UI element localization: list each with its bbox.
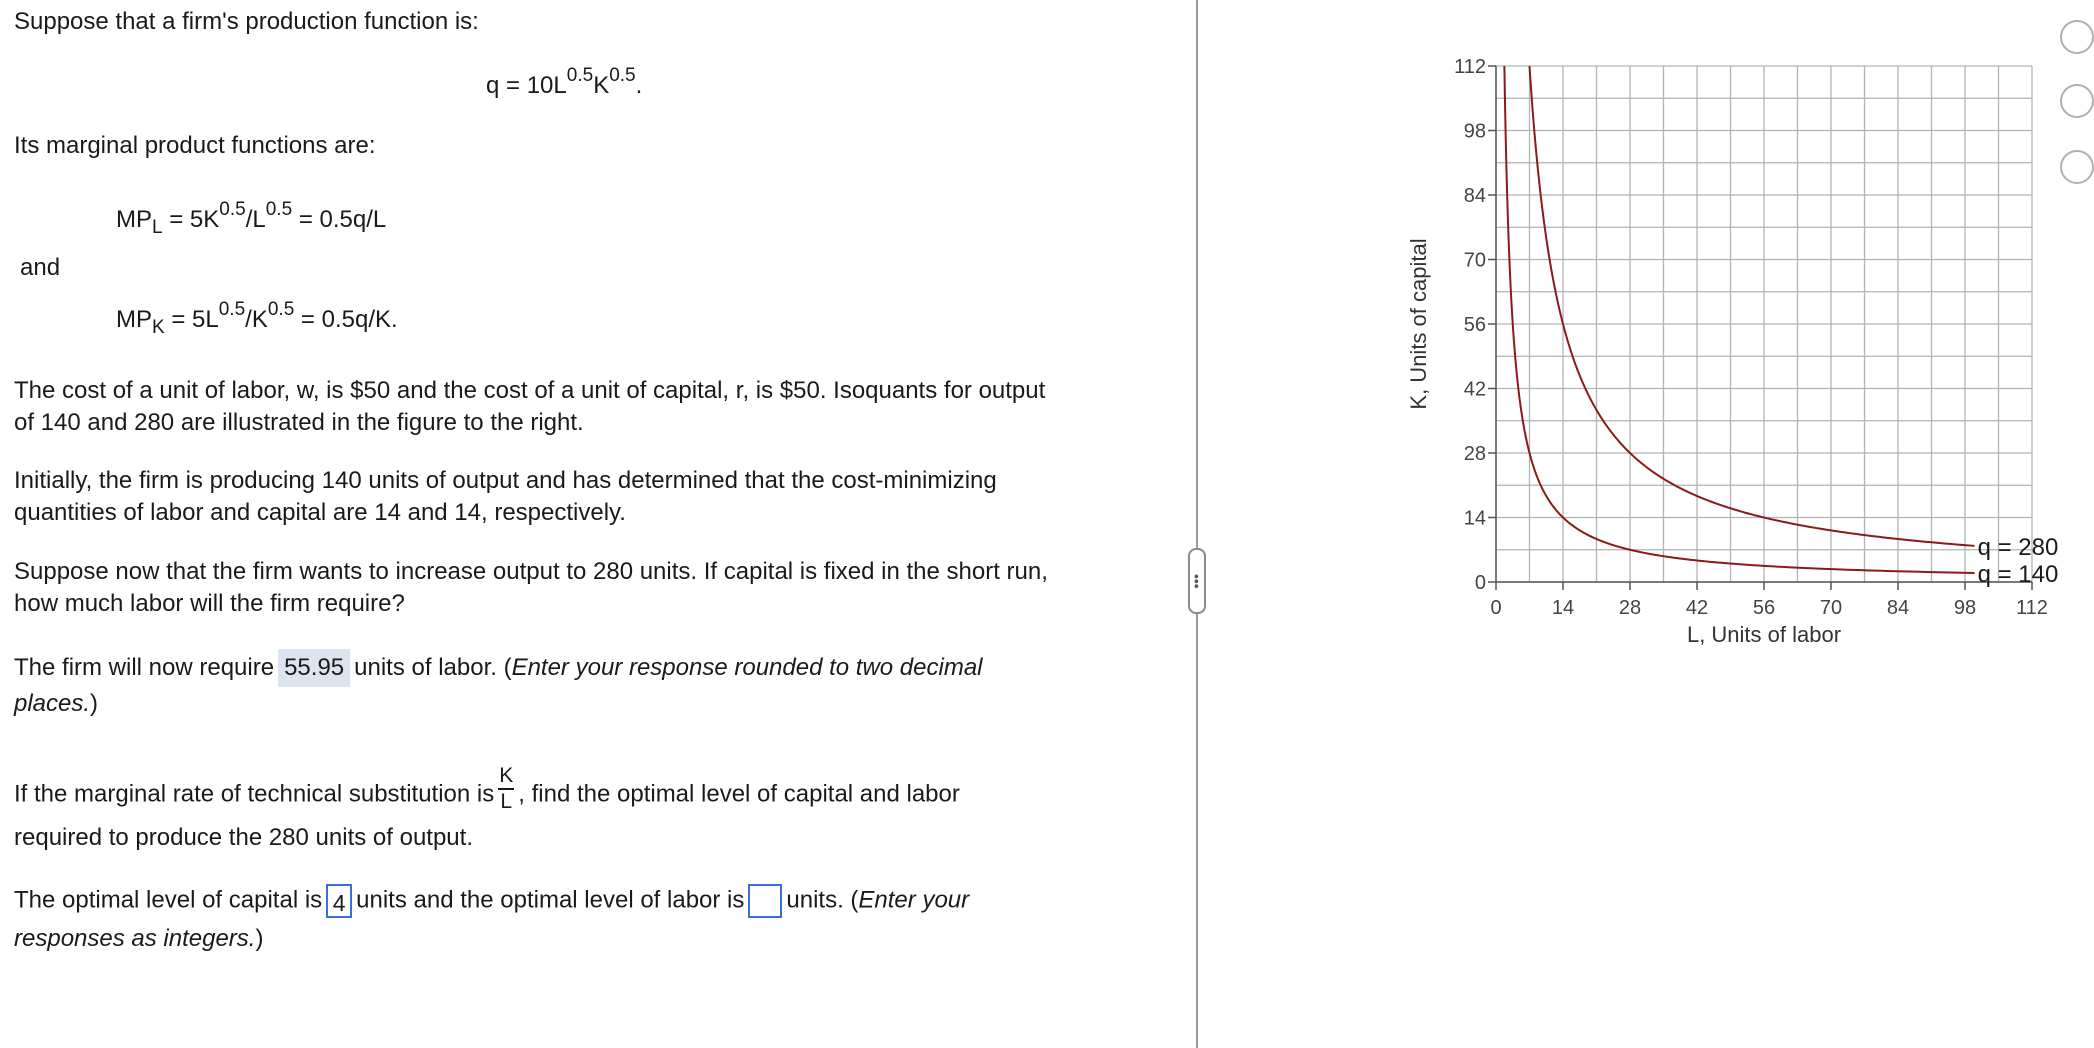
question1-line2: places.) [14, 690, 99, 717]
chart-labels [1406, 56, 2058, 647]
y-tick-label: 14 [1463, 507, 1486, 530]
cost-text-line2: of 140 and 280 are illustrated in the figure to the right. [14, 409, 584, 436]
cost-text-line1: The cost of a unit of labor, w, is $50 and the cost of a unit of capital, r, is $50. Isoquants for output [14, 377, 1046, 404]
x-tick-label: 84 [1886, 597, 1910, 619]
x-tick-label: 112 [2016, 597, 2048, 619]
suppose-text-line2: how much labor will the firm require? [14, 590, 405, 617]
y-tick-label: 112 [1454, 56, 1486, 78]
and-text: and [20, 254, 61, 281]
chart-curves [1504, 66, 1974, 573]
x-tick-label: 0 [1490, 597, 1502, 619]
x-tick-label: 56 [1752, 597, 1776, 619]
mrts-line2: required to produce the 280 units of output. [14, 824, 473, 851]
question2-line1: The optimal level of capital is 4 units and the optimal level of labor is units. (Enter your [14, 884, 969, 918]
isoquant-chart [1390, 20, 2059, 660]
pane-divider [1196, 0, 1198, 1048]
y-tick-label: 56 [1463, 314, 1486, 336]
mrts-fraction: $\frac{K}{L}$ [499, 764, 514, 813]
mpl-equation: $MP_L = 5K^{0.5}/L^{0.5} = 0.5q/L$ [116, 199, 387, 238]
initial-text-line1: Initially, the firm is producing 140 units of output and has determined that the cost-minimizing [14, 467, 997, 494]
grip-dots-icon: ••• [1189, 573, 1205, 589]
y-tick-label: 42 [1463, 378, 1486, 401]
series-label: q = 280 [1977, 533, 2059, 561]
chart-grid [1496, 66, 2032, 582]
capital-input[interactable]: 4 [326, 884, 352, 918]
x-axis-title: L, Units of labor [1686, 622, 1842, 647]
mpk-equation: $MP_K = 5L^{0.5}/K^{0.5} = 0.5q/K$. [116, 299, 398, 338]
y-axis-title: K, Units of capital [1406, 238, 1431, 410]
x-tick-label: 42 [1685, 597, 1709, 619]
side-button-circle[interactable] [2060, 20, 2094, 54]
question2-line2: responses as integers.) [14, 925, 264, 952]
y-tick-label: 84 [1463, 185, 1486, 207]
x-tick-label: 70 [1819, 597, 1843, 619]
side-button-circle[interactable] [2060, 84, 2094, 118]
side-button-circle[interactable] [2060, 150, 2094, 184]
y-tick-label: 98 [1463, 120, 1486, 143]
labor-input[interactable] [748, 884, 782, 918]
chart-axes [1488, 66, 2032, 590]
y-tick-label: 0 [1474, 572, 1486, 594]
labor-answer-field[interactable]: 55.95 [278, 649, 350, 687]
x-tick-label: 28 [1618, 597, 1642, 619]
isoquant-curve [1504, 66, 1974, 573]
x-tick-label: 98 [1953, 597, 1977, 619]
mp-intro-text: Its marginal product functions are: [14, 132, 376, 159]
x-tick-label: 14 [1551, 597, 1575, 619]
initial-text-line2: quantities of labor and capital are 14 and 14, respectively. [14, 499, 626, 526]
mrts-line1: If the marginal rate of technical substitution is $\frac{K}{L}$ , find the optimal level of capital and labor [14, 764, 960, 813]
series-label: q = 140 [1977, 560, 2059, 588]
suppose-text-line1: Suppose now that the firm wants to increase output to 280 units. If capital is fixed in the short run, [14, 558, 1048, 585]
question1-line1: The firm will now require 55.95 units of labor. (Enter your response rounded to two decimal [14, 649, 983, 687]
intro-text: Suppose that a firm's production function is: [14, 8, 479, 35]
y-tick-label: 28 [1463, 443, 1486, 465]
y-tick-label: 70 [1463, 249, 1486, 272]
pane-resize-handle[interactable] [1188, 548, 1206, 614]
production-function: $q = 10L^{0.5}K^{0.5}$. [486, 65, 643, 99]
